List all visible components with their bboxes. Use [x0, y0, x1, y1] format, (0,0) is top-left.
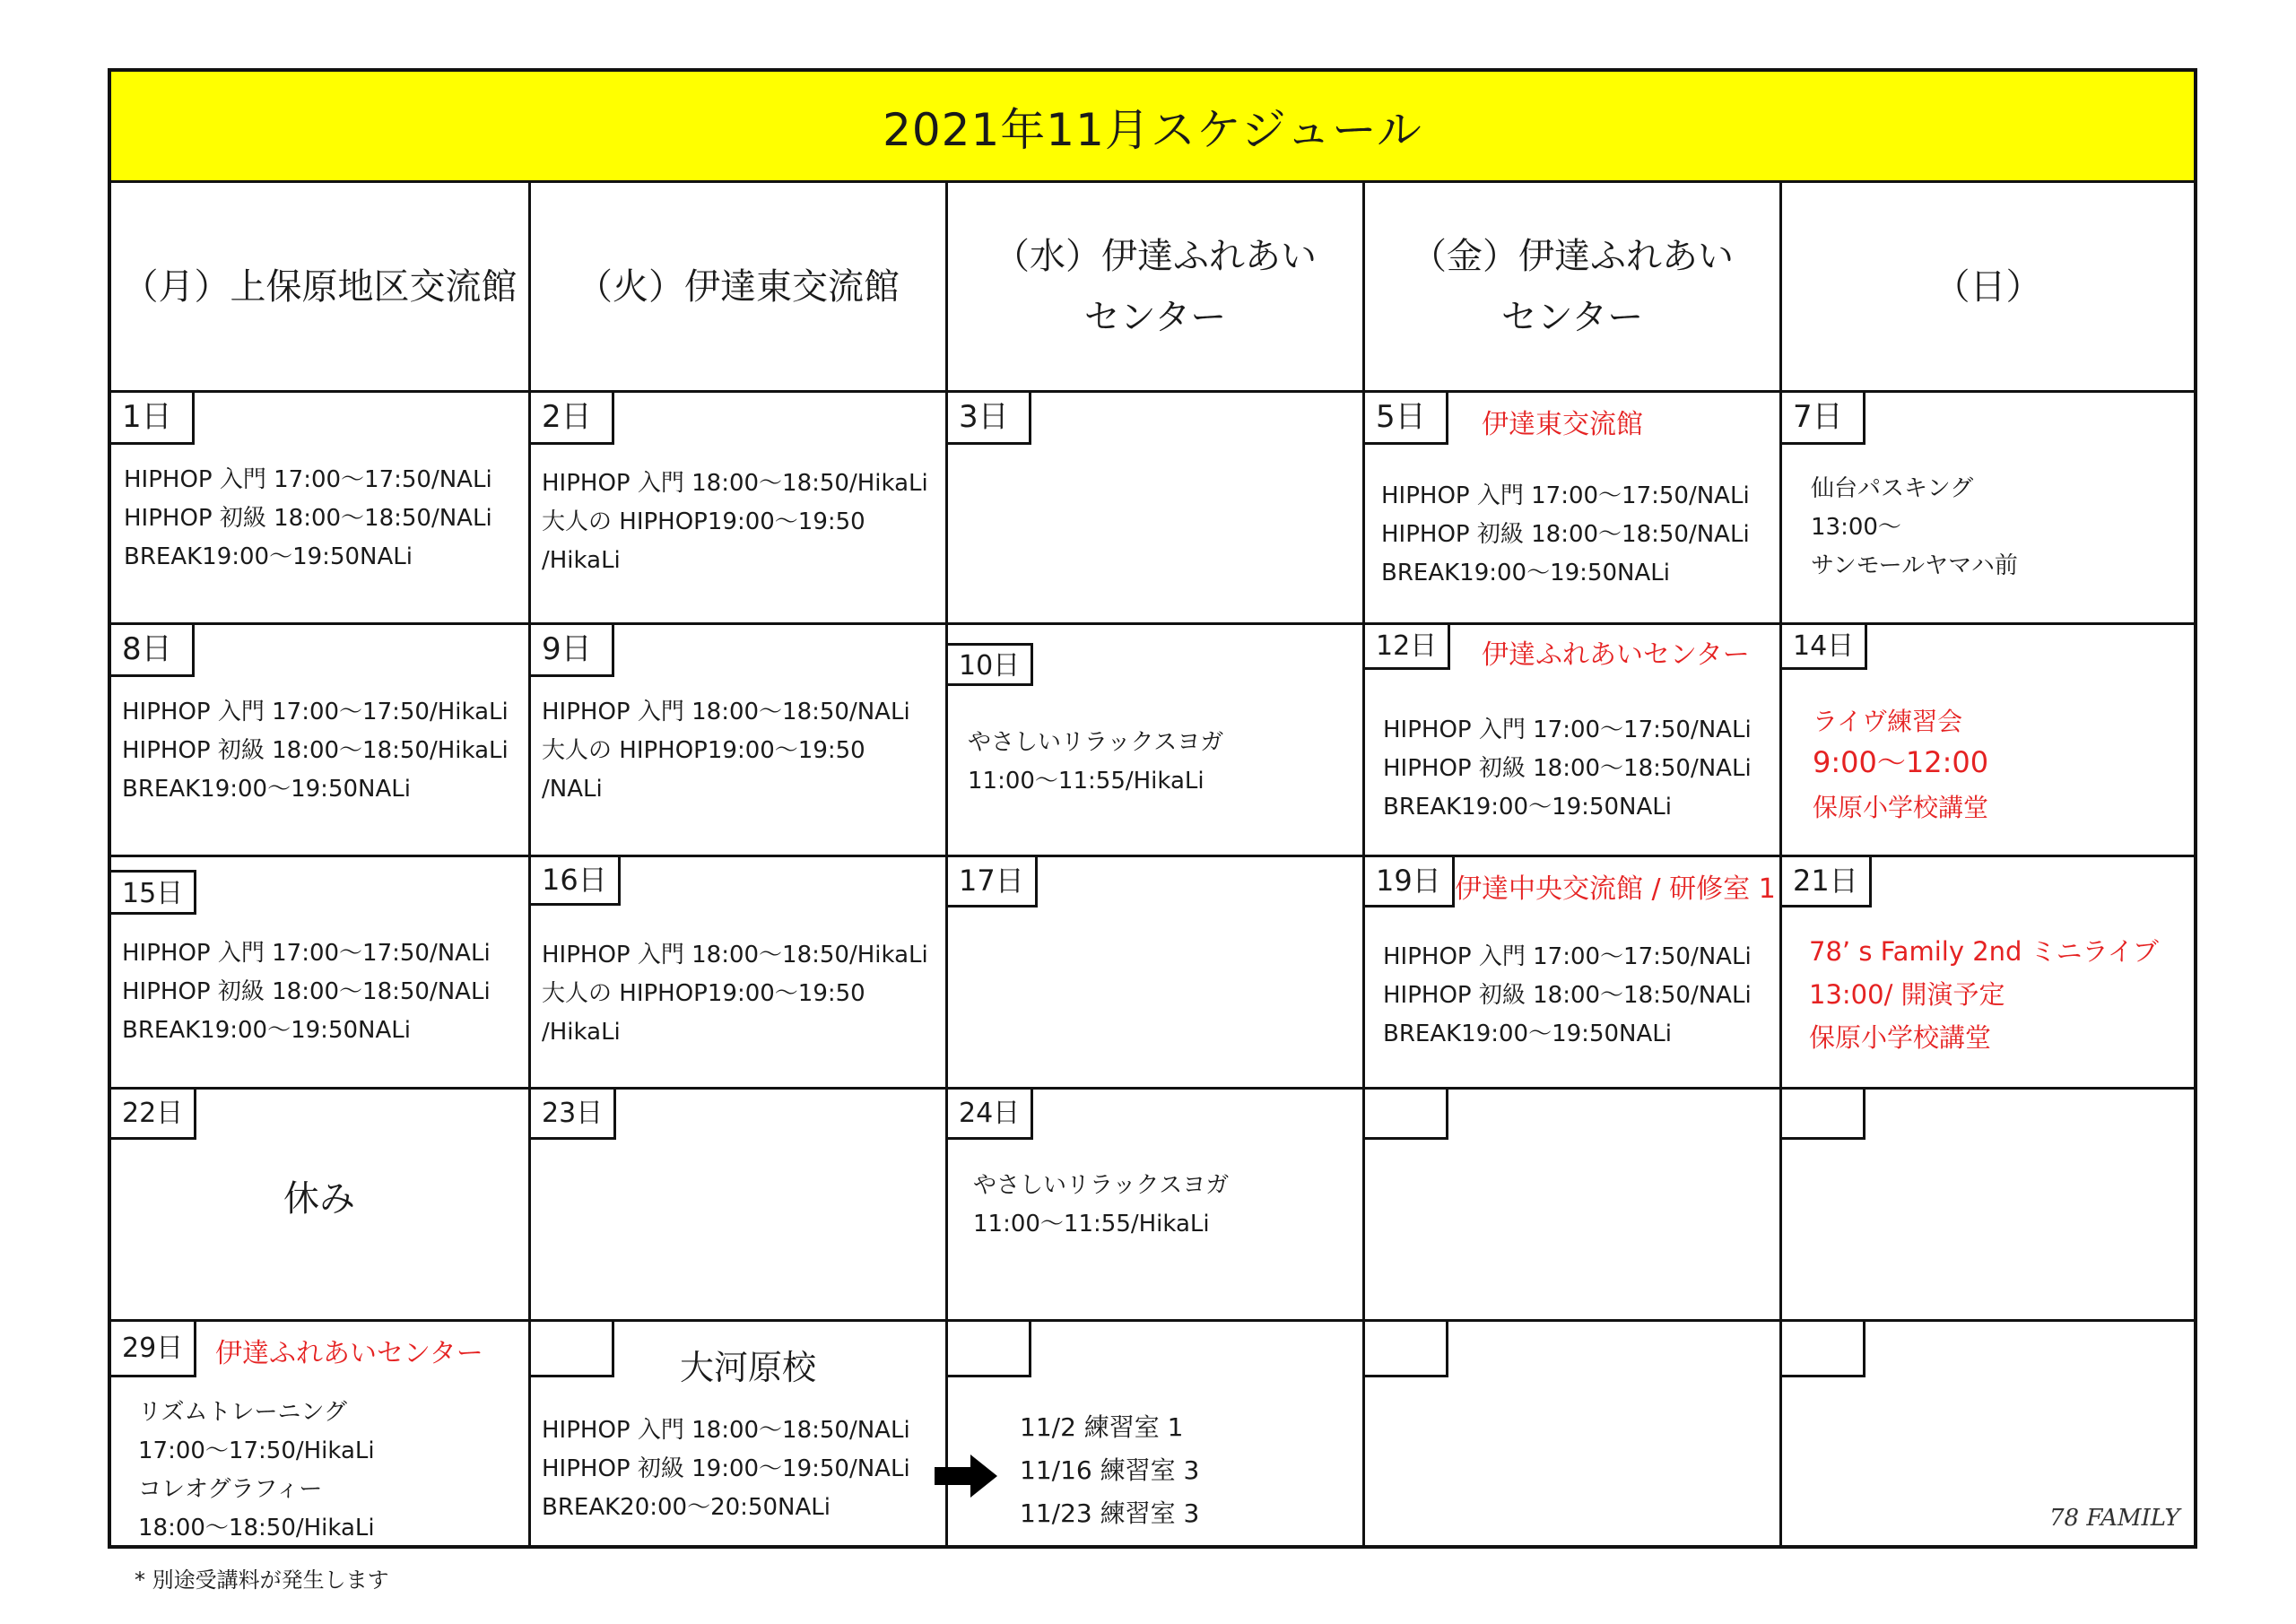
- date-box: 21日: [1782, 857, 1872, 908]
- date-box: 12日: [1365, 625, 1450, 670]
- event-line: サンモールヤマハ前: [1811, 552, 2018, 579]
- event-line: 保原小学校講堂: [1813, 793, 1989, 822]
- class-line: 大人の HIPHOP19:00〜19:50: [542, 737, 865, 764]
- class-line: HIPHOP 入門 18:00〜18:50/HikaLi: [542, 470, 928, 497]
- class-line: HIPHOP 初級 19:00〜19:50/NALi: [542, 1455, 910, 1482]
- date-box: 9日: [531, 625, 614, 677]
- class-line: /HikaLi: [542, 1019, 621, 1046]
- day-cell: [948, 1090, 1362, 1319]
- day-header-wednesday: [948, 183, 1362, 390]
- date-box: [1365, 1090, 1448, 1140]
- class-line: HIPHOP 初級 18:00〜18:50/NALi: [1383, 755, 1752, 782]
- header-line: センター: [1083, 296, 1227, 338]
- event-line: 9:00〜12:00: [1813, 745, 1989, 779]
- header-line: （金）伊達ふれあい: [1411, 235, 1734, 277]
- event-line: 78’ s Family 2nd ミニライブ: [1809, 936, 2159, 967]
- room-line: 11/23 練習室 3: [1020, 1498, 1200, 1528]
- class-line: BREAK19:00〜19:50NALi: [122, 776, 411, 803]
- location-label: 伊達東交流館: [1482, 409, 1643, 440]
- date-box: 15日: [111, 870, 196, 915]
- class-line: 17:00〜17:50/HikaLi: [138, 1437, 375, 1464]
- class-line: HIPHOP 初級 18:00〜18:50/NALi: [124, 505, 492, 532]
- day-cell: [1365, 857, 1779, 1087]
- class-line: BREAK19:00〜19:50NALi: [122, 1017, 411, 1044]
- event-line: 保原小学校講堂: [1809, 1022, 1992, 1053]
- day-cell: [948, 1322, 1362, 1549]
- day-cell: [111, 393, 528, 622]
- location-label: 伊達中央交流館 / 研修室 1: [1455, 873, 1776, 905]
- room-line: 11/2 練習室 1: [1020, 1412, 1184, 1442]
- day-header-friday: [1365, 183, 1779, 390]
- date-box: 14日: [1782, 625, 1867, 670]
- header-line: （日）: [1934, 265, 2042, 308]
- class-line: 大人の HIPHOP19:00〜19:50: [542, 980, 865, 1007]
- day-cell: [948, 857, 1362, 1087]
- class-line: HIPHOP 入門 17:00〜17:50/NALi: [1383, 716, 1752, 743]
- date-box: 8日: [111, 625, 195, 677]
- day-cell: [1365, 1322, 1779, 1549]
- day-cell: [111, 625, 528, 855]
- date-box: 22日: [111, 1090, 196, 1140]
- class-line: やさしいリラックスヨガ: [968, 729, 1224, 756]
- class-line: BREAK19:00〜19:50NALi: [1383, 1020, 1672, 1047]
- day-cell: [1782, 1090, 2194, 1319]
- location-label: 伊達ふれあいセンター: [1482, 639, 1750, 671]
- class-line: HIPHOP 初級 18:00〜18:50/NALi: [1383, 982, 1752, 1009]
- day-cell: [531, 857, 945, 1087]
- class-line: /NALi: [542, 776, 603, 803]
- day-cell: [1365, 625, 1779, 855]
- date-box: 23日: [531, 1090, 616, 1140]
- date-box: 29日: [111, 1322, 196, 1377]
- date-box: [1782, 1322, 1866, 1377]
- day-cell: [531, 393, 945, 622]
- class-line: HIPHOP 初級 18:00〜18:50/NALi: [1381, 521, 1750, 548]
- schedule-sheet: [108, 68, 2197, 1549]
- class-line: 大人の HIPHOP19:00〜19:50: [542, 508, 865, 535]
- header-line: （月）上保原地区交流館: [122, 265, 517, 308]
- day-cell: [531, 1322, 945, 1549]
- class-line: /HikaLi: [542, 547, 621, 574]
- date-box: 1日: [111, 393, 195, 445]
- class-line: BREAK20:00〜20:50NALi: [542, 1494, 831, 1521]
- day-cell: [1365, 393, 1779, 622]
- class-line: BREAK19:00〜19:50NALi: [1381, 560, 1670, 586]
- class-line: HIPHOP 入門 17:00〜17:50/HikaLi: [122, 699, 509, 725]
- date-box: [1782, 1090, 1866, 1140]
- class-line: HIPHOP 入門 17:00〜17:50/NALi: [124, 466, 492, 493]
- day-cell: [1782, 1322, 2194, 1549]
- holiday-note: 休み: [283, 1178, 355, 1220]
- day-cell: [531, 1090, 945, 1319]
- day-cell: [531, 625, 945, 855]
- day-cell: [948, 393, 1362, 622]
- class-line: HIPHOP 入門 17:00〜17:50/NALi: [1381, 482, 1750, 509]
- class-line: HIPHOP 入門 18:00〜18:50/NALi: [542, 699, 910, 725]
- date-box: 7日: [1782, 393, 1866, 445]
- day-cell: [111, 1090, 528, 1319]
- family-signature: 78 FAMILY: [2049, 1505, 2180, 1532]
- event-line: ライヴ練習会: [1813, 707, 1963, 736]
- class-line: BREAK19:00〜19:50NALi: [124, 543, 413, 570]
- class-line: HIPHOP 入門 17:00〜17:50/NALi: [1383, 943, 1752, 970]
- date-box: 10日: [948, 643, 1033, 686]
- date-box: 3日: [948, 393, 1031, 445]
- location-label: 伊達ふれあいセンター: [215, 1338, 483, 1369]
- class-line: コレオグラフィー: [138, 1476, 323, 1503]
- date-box: [1365, 1322, 1448, 1377]
- date-box: [948, 1322, 1031, 1377]
- day-header-sunday: [1782, 183, 2194, 390]
- day-header-monday: [111, 183, 528, 390]
- day-cell: [1782, 393, 2194, 622]
- class-line: やさしいリラックスヨガ: [973, 1172, 1230, 1199]
- event-line: 13:00/ 開演予定: [1809, 979, 2005, 1010]
- date-box: 24日: [948, 1090, 1033, 1140]
- class-line: リズムトレーニング: [138, 1399, 347, 1426]
- day-cell: [111, 857, 528, 1087]
- date-box: 17日: [948, 857, 1038, 908]
- day-cell: [1782, 625, 2194, 855]
- class-line: 18:00〜18:50/HikaLi: [138, 1515, 375, 1541]
- day-cell: [948, 625, 1362, 855]
- date-box: 2日: [531, 393, 614, 445]
- venue-heading: 大河原校: [680, 1348, 817, 1387]
- header-line: （水）伊達ふれあい: [994, 235, 1317, 277]
- date-box: 16日: [531, 857, 621, 906]
- class-line: HIPHOP 入門 18:00〜18:50/NALi: [542, 1417, 910, 1444]
- schedule-title: 2021年11月スケジュール: [111, 72, 2194, 183]
- class-line: HIPHOP 初級 18:00〜18:50/NALi: [122, 978, 491, 1005]
- class-line: 11:00〜11:55/HikaLi: [973, 1211, 1210, 1238]
- date-box: [531, 1322, 614, 1377]
- date-box: 5日: [1365, 393, 1448, 445]
- class-line: 11:00〜11:55/HikaLi: [968, 768, 1205, 795]
- class-line: BREAK19:00〜19:50NALi: [1383, 794, 1672, 821]
- day-cell: [1782, 857, 2194, 1087]
- room-line: 11/16 練習室 3: [1020, 1455, 1200, 1485]
- day-header-tuesday: [531, 183, 945, 390]
- class-line: HIPHOP 初級 18:00〜18:50/HikaLi: [122, 737, 509, 764]
- header-line: センター: [1500, 296, 1644, 338]
- footnote: * 別途受講料が発生します: [135, 1568, 389, 1593]
- arrow-right-icon: [935, 1453, 999, 1499]
- event-line: 仙台パスキング: [1811, 475, 1974, 502]
- header-line: （火）伊達東交流館: [577, 265, 900, 308]
- class-line: HIPHOP 入門 17:00〜17:50/NALi: [122, 940, 491, 967]
- date-box: 19日: [1365, 857, 1455, 908]
- day-cell: [111, 1322, 528, 1549]
- class-line: HIPHOP 入門 18:00〜18:50/HikaLi: [542, 942, 928, 968]
- day-cell: [1365, 1090, 1779, 1319]
- event-line: 13:00〜: [1811, 514, 1901, 541]
